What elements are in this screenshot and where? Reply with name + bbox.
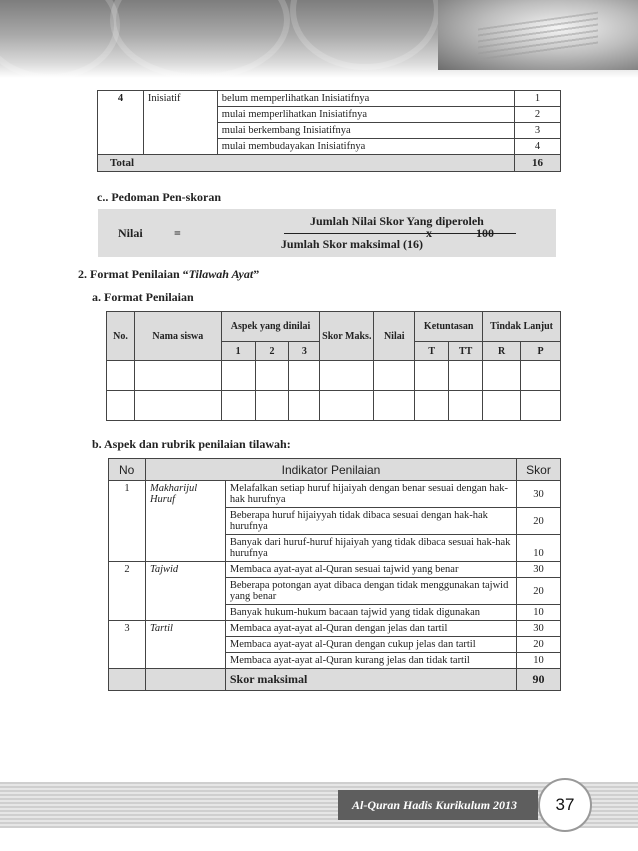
- col-score: Skor: [517, 459, 561, 481]
- subheading-a: a. Format Penilaian: [92, 290, 194, 304]
- group-number: 1: [109, 481, 146, 562]
- col-completion-t: T: [415, 342, 449, 361]
- formula-times: x: [426, 226, 432, 240]
- indicator-text: Beberapa potongan ayat dibaca dengan tidak menggunakan tajwid yang benar: [225, 578, 516, 605]
- col-indicator: Indikator Penilaian: [145, 459, 516, 481]
- indicator-score: 30: [517, 481, 561, 508]
- indicator-text: Beberapa huruf hijaiyyah tidak dibaca sesuai dengan hak-hak hurufnya: [225, 508, 516, 535]
- total-label: Total: [98, 155, 515, 172]
- rubric-description: belum memperlihatkan Inisiatifnya: [217, 91, 514, 107]
- indicator-score: 20: [517, 508, 561, 535]
- col-followup: Tindak Lanjut: [483, 312, 561, 342]
- row-number: 4: [98, 91, 144, 155]
- rubric-score: 3: [515, 123, 561, 139]
- indicator-score: 30: [517, 562, 561, 578]
- book-title: Al-Quran Hadis Kurikulum 2013: [338, 790, 538, 820]
- rubric-score: 1: [515, 91, 561, 107]
- col-no: No: [109, 459, 146, 481]
- scoring-formula: [98, 209, 556, 257]
- rubric-description: mulai memperlihatkan Inisiatifnya: [217, 107, 514, 123]
- indicator-text: Banyak hukum-hukum bacaan tajwid yang tidak digunakan: [225, 605, 516, 621]
- scoring-heading: c.. Pedoman Pen-skoran: [97, 190, 221, 204]
- indicator-text: Melafalkan setiap huruf hijaiyah dengan benar sesuai dengan hak-hak hurufnya: [225, 481, 516, 508]
- indicator-text: Membaca ayat-ayat al-Quran sesuai tajwid yang benar: [225, 562, 516, 578]
- table-row: [107, 391, 561, 421]
- group-aspect: Tartil: [145, 621, 225, 669]
- group-number: 3: [109, 621, 146, 669]
- banner-ornament: [110, 0, 290, 78]
- banner-ornament: [0, 0, 120, 78]
- total-value: 16: [515, 155, 561, 172]
- aspect-label: Inisiatif: [143, 91, 217, 155]
- initiative-rubric-table: [97, 90, 561, 172]
- section-2-heading: [78, 267, 259, 282]
- max-score-label: Skor maksimal: [225, 669, 516, 691]
- indicator-score: 10: [517, 605, 561, 621]
- heading-prefix: 2. Format Penilaian “: [78, 267, 189, 281]
- header-row: [107, 312, 561, 342]
- indicator-text: Membaca ayat-ayat al-Quran dengan cukup jelas dan tartil: [225, 637, 516, 653]
- rubric-score: 4: [515, 139, 561, 155]
- page-footer: [0, 776, 638, 834]
- rubric-score: 2: [515, 107, 561, 123]
- heading-suffix: ”: [253, 267, 260, 281]
- rubric-description: mulai berkembang Inisiatifnya: [217, 123, 514, 139]
- col-aspect-2: 2: [255, 342, 289, 361]
- col-no: No.: [107, 312, 135, 361]
- page-number: 37: [538, 778, 592, 832]
- col-aspect-1: 1: [221, 342, 255, 361]
- formula-equals: =: [174, 226, 181, 240]
- table-row: [109, 621, 561, 637]
- table-row: [98, 91, 561, 107]
- header-row: [109, 459, 561, 481]
- formula-denominator: Jumlah Skor maksimal (16): [280, 237, 424, 251]
- tilawah-rubric-table: [108, 458, 561, 691]
- indicator-score: 10: [517, 535, 561, 562]
- col-name: Nama siswa: [134, 312, 221, 361]
- header-banner: [0, 0, 638, 78]
- formula-lhs: Nilai: [118, 226, 143, 240]
- table-row: [109, 562, 561, 578]
- col-grade: Nilai: [374, 312, 415, 361]
- group-aspect: Tajwid: [145, 562, 225, 621]
- indicator-text: Membaca ayat-ayat al-Quran dengan jelas dan tartil: [225, 621, 516, 637]
- banner-ornament: [290, 0, 440, 70]
- table-row: [109, 481, 561, 508]
- subheading-b: b. Aspek dan rubrik penilaian tilawah:: [92, 437, 291, 451]
- quran-book-image: [438, 0, 638, 70]
- indicator-score: 20: [517, 637, 561, 653]
- group-aspect: Makharijul Huruf: [145, 481, 225, 562]
- rubric-description: mulai membudayakan Inisiatifnya: [217, 139, 514, 155]
- col-completion-tt: TT: [449, 342, 483, 361]
- assessment-format-table: [106, 311, 561, 421]
- total-row: [98, 155, 561, 172]
- col-aspect: Aspek yang dinilai: [221, 312, 320, 342]
- max-score-value: 90: [517, 669, 561, 691]
- col-aspect-3: 3: [289, 342, 320, 361]
- heading-title: Tilawah Ayat: [188, 267, 254, 281]
- indicator-text: Membaca ayat-ayat al-Quran kurang jelas dan tidak tartil: [225, 653, 516, 669]
- formula-numerator: Jumlah Nilai Skor Yang diperoleh: [310, 214, 484, 228]
- formula-factor: 100: [476, 226, 494, 240]
- max-score-row: [109, 669, 561, 691]
- indicator-score: 20: [517, 578, 561, 605]
- indicator-text: Banyak dari huruf-huruf hijaiyah yang tidak dibaca sesuai hak-hak hurufnya: [225, 535, 516, 562]
- col-max: Skor Maks.: [320, 312, 374, 361]
- col-followup-p: P: [521, 342, 561, 361]
- col-completion: Ketuntasan: [415, 312, 483, 342]
- col-followup-r: R: [483, 342, 521, 361]
- table-row: [107, 361, 561, 391]
- indicator-score: 10: [517, 653, 561, 669]
- group-number: 2: [109, 562, 146, 621]
- indicator-score: 30: [517, 621, 561, 637]
